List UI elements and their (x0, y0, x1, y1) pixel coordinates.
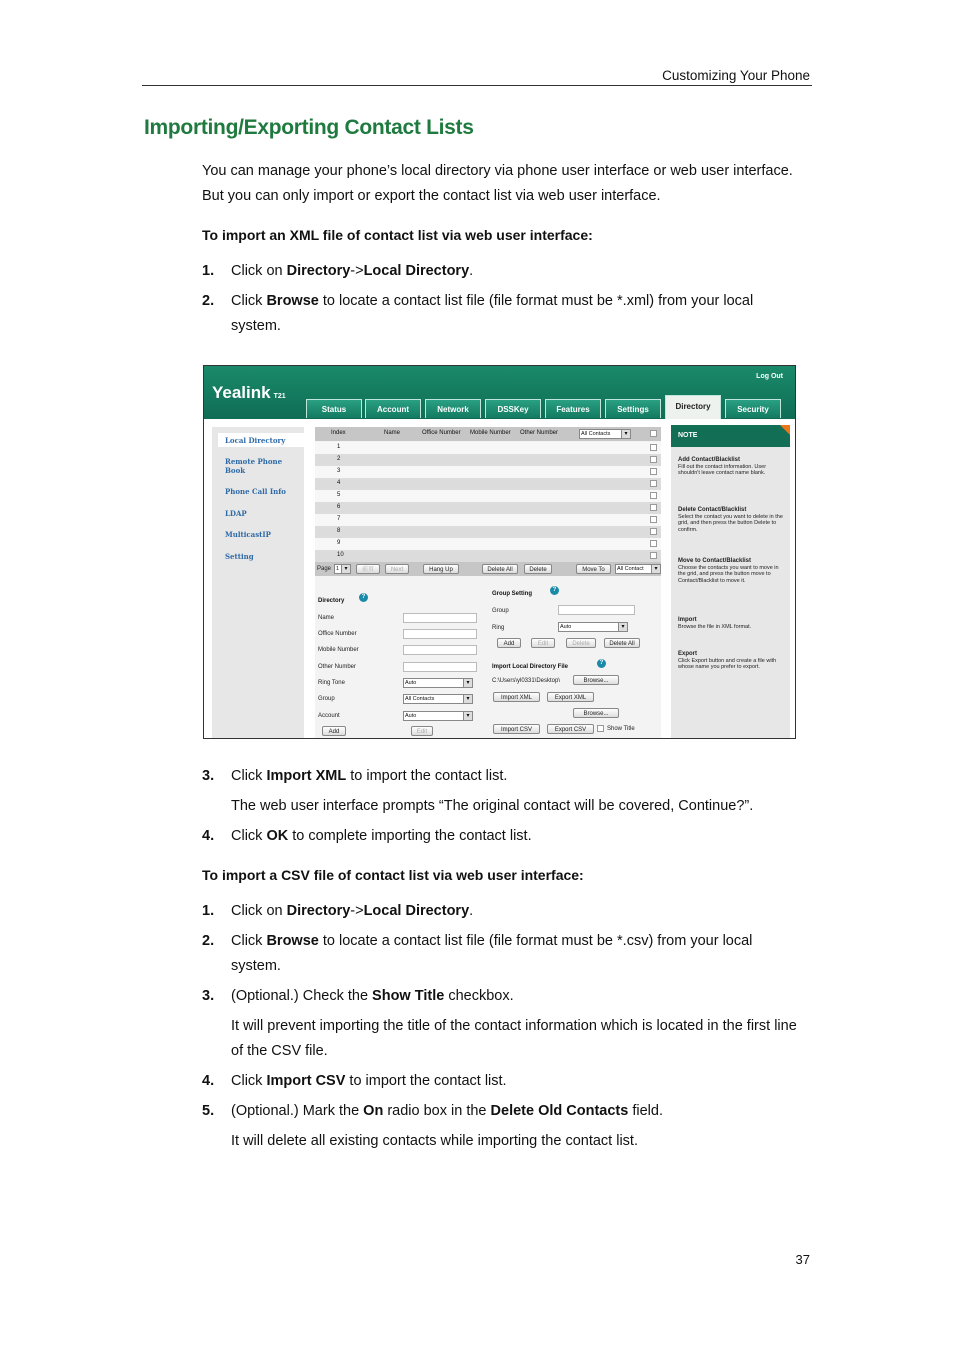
intro-paragraph: You can manage your phone’s local directory via phone user interface or web user interface. But you can only import or export the contact list via web user interface. (202, 163, 793, 204)
csv-step4-num: 4. (202, 1073, 215, 1089)
move-to-button[interactable]: Move To (576, 564, 611, 574)
page-number: 37 (795, 1252, 810, 1267)
import-local-title: Import Local Directory File (492, 664, 569, 670)
xml-step3-num: 3. (202, 768, 215, 784)
help-icon[interactable]: ? (597, 659, 606, 668)
directory-form-title: Directory (318, 598, 345, 604)
xml-step1-num: 1. (202, 263, 215, 279)
csv-step3-note: It will prevent importing the title of the contact information which is located in the first line of the CSV file. (231, 1018, 797, 1059)
nav-remote-phone-book[interactable]: Remote Phone Book (225, 457, 283, 475)
delete-all-button[interactable]: Delete All (482, 564, 518, 574)
row-checkbox[interactable] (650, 468, 657, 475)
tab-security[interactable]: Security (725, 399, 781, 418)
note-panel (671, 425, 790, 738)
col-other: Other Number (520, 430, 559, 436)
page-label: Page (317, 566, 332, 572)
export-csv-button[interactable]: Export CSV (547, 724, 594, 734)
left-nav (212, 427, 304, 738)
group-edit-button[interactable]: Edit (531, 638, 555, 648)
group-setting-title: Group Setting (492, 591, 532, 597)
grid-row[interactable]: 2 (315, 454, 661, 466)
nav-multicastip[interactable]: MulticastIP (225, 530, 271, 539)
export-xml-button[interactable]: Export XML (547, 692, 594, 702)
xml-step3: Click Import XML to import the contact list. (231, 768, 508, 784)
csv-step5-num: 5. (202, 1103, 215, 1119)
directory-grid (315, 427, 661, 738)
account-select[interactable]: Auto ▾ (403, 711, 473, 721)
grid-row[interactable]: 9 (315, 538, 661, 550)
grid-row[interactable]: 6 (315, 502, 661, 514)
csv-step3: (Optional.) Check the Show Title checkbox. (231, 988, 514, 1004)
help-icon[interactable]: ? (550, 586, 559, 595)
group-delete-button[interactable]: Delete (566, 638, 596, 648)
mobile-label: Mobile Number (318, 647, 359, 653)
row-checkbox[interactable] (650, 504, 657, 511)
group-setting-group-label: Group (492, 608, 509, 614)
hang-up-button[interactable]: Hang Up (423, 564, 459, 574)
running-header: Customizing Your Phone (662, 68, 810, 83)
csv-step3-num: 3. (202, 988, 215, 1004)
next-page-button[interactable]: Next (385, 564, 409, 574)
csv-step1: Click on Directory->Local Directory. (231, 903, 474, 919)
note-import: Import Browse the file in XML format. (678, 617, 752, 630)
tab-directory[interactable]: Directory (665, 395, 721, 419)
xml-step3-note: The web user interface prompts “The original contact will be covered, Continue?”. (231, 798, 754, 814)
xml-heading: To import an XML file of contact list via web user interface: (202, 227, 593, 243)
note-header: NOTE (671, 425, 790, 447)
nav-phone-call-info[interactable]: Phone Call Info (225, 487, 286, 496)
prev-page-button[interactable]: 前页 (356, 564, 380, 574)
group-select[interactable]: All Contacts ▾ (403, 694, 473, 704)
row-checkbox[interactable] (650, 456, 657, 463)
edit-contact-button[interactable]: Edit (411, 726, 433, 736)
grid-row[interactable]: 5 (315, 490, 661, 502)
group-label: Group (318, 696, 335, 702)
xml-step4-num: 4. (202, 828, 215, 844)
name-input[interactable] (403, 613, 477, 623)
help-icon[interactable]: ? (359, 593, 368, 602)
row-checkbox[interactable] (650, 552, 657, 559)
group-setting-ring-label: Ring (492, 625, 505, 631)
delete-button[interactable]: Delete (524, 564, 552, 574)
row-checkbox[interactable] (650, 444, 657, 451)
row-checkbox[interactable] (650, 480, 657, 487)
xml-step2: Click Browse to locate a contact list file (file format must be *.xml) from your local system. (231, 293, 754, 334)
tab-features[interactable]: Features (545, 399, 601, 418)
csv-step2-num: 2. (202, 933, 215, 949)
tab-dsskey[interactable]: DSSKey (485, 399, 541, 418)
note-corner (780, 425, 790, 435)
row-checkbox[interactable] (650, 516, 657, 523)
nav-setting[interactable]: Setting (225, 552, 254, 561)
other-number-input[interactable] (403, 662, 477, 672)
move-target-select[interactable]: All Contact ▾ (615, 564, 661, 574)
xml-step4: Click OK to complete importing the contact list. (231, 828, 532, 844)
other-label: Other Number (318, 664, 357, 670)
tab-account[interactable]: Account (365, 399, 421, 418)
page-select[interactable]: 1 ▾ (334, 564, 351, 574)
group-add-button[interactable]: Add (497, 638, 521, 648)
add-contact-button[interactable]: Add (322, 726, 346, 736)
section-title: Importing/Exporting Contact Lists (144, 116, 474, 139)
note-export: Export Click Export button and create a file with whose name you prefer to export. (678, 651, 777, 670)
browse-csv-button[interactable]: Browse... (573, 708, 619, 718)
csv-step2: Click Browse to locate a contact list file (file format must be *.csv) from your local system. (231, 933, 753, 974)
xml-step2-num: 2. (202, 293, 215, 309)
csv-step5-note: It will delete all existing contacts while importing the contact list. (231, 1133, 638, 1149)
office-label: Office Number (318, 631, 357, 637)
office-number-input[interactable] (403, 629, 477, 639)
tab-status[interactable]: Status (306, 399, 362, 418)
note-move: Move to Contact/Blacklist Choose the contacts you want to move in the grid, and press the button move to Contact/Blacklist to move it. (678, 558, 779, 584)
grid-row[interactable]: 4 (315, 478, 661, 490)
content-area (204, 419, 795, 738)
xml-step1: Click on Directory->Local Directory. (231, 263, 474, 279)
import-xml-button[interactable]: Import XML (493, 692, 540, 702)
group-delete-all-button[interactable]: Delete All (604, 638, 640, 648)
top-bar (204, 366, 795, 419)
note-add: Add Contact/Blacklist Fill out the contact information. User shouldn't leave contact name blank. (678, 457, 767, 476)
note-delete: Delete Contact/Blacklist Select the contact you want to delete in the grid, and then press the button Delete to confirm. (678, 507, 783, 533)
web-ui-screenshot (203, 365, 796, 739)
logout-link[interactable]: Log Out (756, 373, 783, 380)
col-name: Name (384, 430, 401, 436)
tab-network[interactable]: Network (425, 399, 481, 418)
csv-step4: Click Import CSV to import the contact list. (231, 1073, 507, 1089)
show-title-checkbox[interactable] (597, 725, 604, 732)
col-mobile: Mobile Number (470, 430, 511, 436)
yealink-logo: Yealink T21 (212, 383, 286, 402)
csv-step5: (Optional.) Mark the On radio box in the Delete Old Contacts field. (231, 1103, 663, 1119)
mobile-number-input[interactable] (403, 645, 477, 655)
grid-row[interactable]: 10 (315, 550, 661, 562)
row-checkbox[interactable] (650, 528, 657, 535)
csv-heading: To import a CSV file of contact list via web user interface: (202, 867, 584, 883)
nav-local-directory[interactable]: Local Directory (225, 436, 286, 445)
nav-ldap[interactable]: LDAP (225, 509, 247, 518)
row-checkbox[interactable] (650, 492, 657, 499)
grid-header (315, 427, 661, 441)
header-rule (142, 85, 812, 86)
contacts-filter-select[interactable]: All Contacts ▾ (579, 429, 631, 439)
select-all-checkbox[interactable] (650, 430, 657, 437)
pager-bar (315, 562, 661, 576)
browse-xml-button[interactable]: Browse... (573, 675, 619, 685)
import-csv-button[interactable]: Import CSV (493, 724, 540, 734)
grid-row[interactable]: 1 (315, 442, 661, 454)
file-path-text[interactable]: C:\Users\yl0331\Desktop\ (492, 678, 561, 684)
grid-row[interactable]: 3 (315, 466, 661, 478)
grid-row[interactable]: 7 (315, 514, 661, 526)
col-index: Index (331, 430, 346, 436)
group-ring-select[interactable]: Auto ▾ (558, 622, 628, 632)
account-label: Account (318, 713, 340, 719)
name-label: Name (318, 615, 335, 621)
grid-row[interactable]: 8 (315, 526, 661, 538)
tab-settings[interactable]: Settings (605, 399, 661, 418)
col-office: Office Number (422, 430, 461, 436)
csv-step1-num: 1. (202, 903, 215, 919)
group-name-input[interactable] (558, 605, 635, 615)
show-title-label: Show Title (607, 726, 635, 732)
row-checkbox[interactable] (650, 540, 657, 547)
ring-tone-select[interactable]: Auto ▾ (403, 678, 473, 688)
ring-tone-label: Ring Tone (318, 680, 345, 686)
